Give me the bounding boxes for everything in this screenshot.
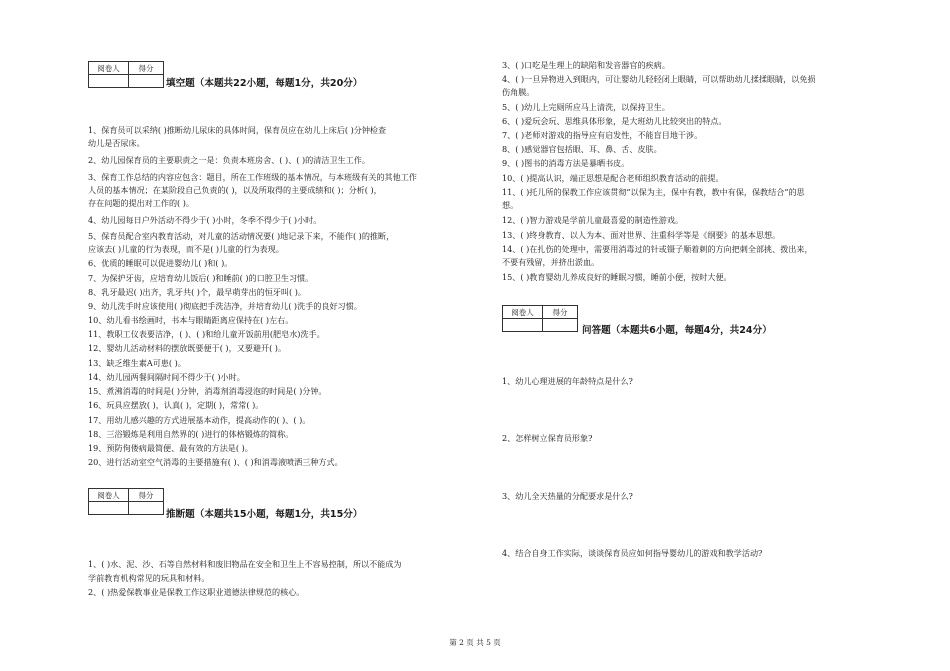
fill-section-title: 填空题（本题共22小题，每题1分，共20分）: [166, 78, 363, 89]
reviewer-cell[interactable]: [503, 319, 543, 332]
score-label: 得分: [129, 62, 164, 75]
judge-line: 5、( )幼儿上完厕所应马上清洗，以保持卫生。: [502, 102, 670, 112]
score-label: 得分: [543, 306, 578, 319]
page-footer: 第 2 页 共 5 页: [449, 638, 501, 647]
fill-line: 16、玩具应摆放( )，认真( )，定期( )，常常( )。: [88, 400, 264, 410]
reviewer-cell[interactable]: [89, 502, 129, 515]
fill-line: 2、幼儿园保育员的主要职责之一是：负责本班房舍、( )、( )的清洁卫生工作。: [88, 155, 370, 165]
fill-line: 14、幼儿园两餐间隔时间不得少于( )小时。: [88, 372, 245, 382]
judge-line: 2、( )热爱保教事业是保教工作这职业道德法律规范的核心。: [88, 587, 305, 597]
fill-line: 15、煮沸消毒的时间是( )分钟，消毒剂消毒浸泡的时间是( )分钟。: [88, 386, 327, 396]
reviewer-label: 阅卷人: [503, 306, 543, 319]
fill-line: 20、进行活动室空气消毒的主要措施有( )、( )和消毒液喷洒三种方式。: [88, 457, 343, 467]
fill-line: 1、保育员可以采纳( )推断幼儿尿床的具体时间，保育员应在幼儿上床后( )分钟检查: [88, 125, 387, 135]
judge-line: 想。: [502, 200, 519, 210]
qa-question: 2、怎样树立保育员形象?: [502, 433, 593, 443]
judge-line: 3、( )口吃是生理上的缺陷和发音器官的疾病。: [502, 60, 670, 70]
score-label: 得分: [129, 489, 164, 502]
score-cell[interactable]: [543, 319, 578, 332]
judge-line: 6、( )爱玩会玩、思维具体形象，是大班幼儿比较突出的特点。: [502, 116, 727, 126]
judge-section-title: 推断题（本题共15小题，每题1分，共15分）: [166, 509, 363, 520]
judge-line: 8、( )感觉器官包括眼、耳、鼻、舌、皮肤。: [502, 144, 662, 154]
fill-line: 3、保育工作总结的内容应包含：题目，所在工作班级的基本情况，与本班级有关的其他工作: [88, 172, 417, 182]
fill-line: 5、保育员配合室内教育活动，对儿童的活动情况要( )地记录下来，不能作( )的推断，: [88, 231, 395, 241]
judge-line: 伤角膜。: [502, 87, 535, 97]
qa-score-box: [502, 305, 578, 332]
qa-question: 3、幼儿全天热量的分配要求是什么?: [502, 491, 633, 501]
fill-line: 人员的基本情况；在某阶段自己负责的( )，以及所取得的主要成绩和( )；分析( )，: [88, 185, 382, 195]
fill-line: 幼儿是否尿床。: [88, 138, 145, 148]
fill-line: 9、幼儿洗手时应该使用( )彻底把手洗洁净，并培育幼儿( )洗手的良好习惯。: [88, 301, 362, 311]
judge-line: 4、( )一旦异物进入到眼内，可让婴幼儿轻轻闭上眼睛，可以帮助幼儿揉揉眼睛，以免损: [502, 74, 816, 84]
fill-line: 13、缺乏维生素A可患( )。: [88, 358, 186, 368]
reviewer-label: 阅卷人: [89, 62, 129, 75]
judge-line: 学前教育机构常见的玩具和材料。: [88, 573, 210, 583]
reviewer-label: 阅卷人: [89, 489, 129, 502]
fill-score-box: [88, 61, 164, 88]
judge-line: 9、( )图书的消毒方法是暴晒书皮。: [502, 158, 630, 168]
judge-line: 11、( )托儿所的保教工作应该贯彻“以保为主，保中有教，教中有保，保教结合”的思: [502, 187, 805, 197]
judge-score-box: [88, 488, 164, 515]
fill-line: 8、乳牙最迟( )出齐，乳牙共( )个，最早萌芽出的恒牙叫( )。: [88, 287, 306, 297]
judge-line: 不要有残留，并挤出淤血。: [502, 257, 600, 267]
fill-line: 18、三浴锻炼是利用自然界的( )进行的体格锻炼的简称。: [88, 429, 294, 439]
judge-line: 13、( )终身教育、以人为本、面对世界、注重科学等是《纲要》的基本思想。: [502, 230, 781, 240]
score-cell[interactable]: [129, 75, 164, 88]
judge-line: 12、( )智力游戏是学前儿童最喜爱的制造性游戏。: [502, 215, 684, 225]
reviewer-cell[interactable]: [89, 75, 129, 88]
qa-section-title: 问答题（本题共6小题，每题4分，共24分）: [582, 325, 772, 336]
fill-line: 4、幼儿园每日户外活动不得少于( )小时，冬季不得少于( )小时。: [88, 215, 322, 225]
fill-line: 6、优质的睡眠可以促进婴幼儿( )和( )。: [88, 258, 233, 268]
fill-line: 17、用幼儿感兴趣的方式进展基本动作，提高动作的( )、( )。: [88, 415, 311, 425]
fill-line: 11、教职工仪表要洁净，( )、( )和给儿童开饭前用(肥皂水)洗手。: [88, 329, 325, 339]
qa-question: 4、结合自身工作实际，谈谈保育员应如何指导婴幼儿的游戏和教学活动?: [502, 548, 763, 558]
judge-line: 10、( )提高认识，端正思想是配合老师组织教育活动的前提。: [502, 173, 724, 183]
judge-line: 15、( )教育婴幼儿养成良好的睡眠习惯，睡前小便，按时大便。: [502, 272, 732, 282]
fill-line: 10、幼儿看书绘画时，书本与眼睛距离应保持在( )左右。: [88, 315, 294, 325]
score-cell[interactable]: [129, 502, 164, 515]
judge-line: 14、( )在扎伤的处理中，需要用消毒过的针或镊子顺着刺的方向把刺全部挑、拨出来，: [502, 244, 813, 254]
fill-line: 7、为保护牙齿，应培育幼儿饭后( )和睡前( )的口腔卫生习惯。: [88, 273, 314, 283]
fill-line: 19、预防佝偻病最简便、最有效的方法是( )。: [88, 443, 253, 453]
judge-line: 7、( )老师对游戏的指导应有启发性，不能盲目地干涉。: [502, 130, 703, 140]
fill-line: 12、婴幼儿活动材料的摆放既要便于( )，又要避开( )。: [88, 343, 287, 353]
judge-line: 1、( )水、泥、沙、石等自然材料和废旧物品在安全和卫生上不容易控制，所以不能成为: [88, 559, 402, 569]
fill-line: 应该去( )儿童的行为表现，而不是( )儿童的行为表现。: [88, 244, 284, 254]
qa-question: 1、幼儿心理进展的年龄特点是什么?: [502, 376, 633, 386]
fill-line: 存在问题的提出对工作的( )。: [88, 198, 195, 208]
